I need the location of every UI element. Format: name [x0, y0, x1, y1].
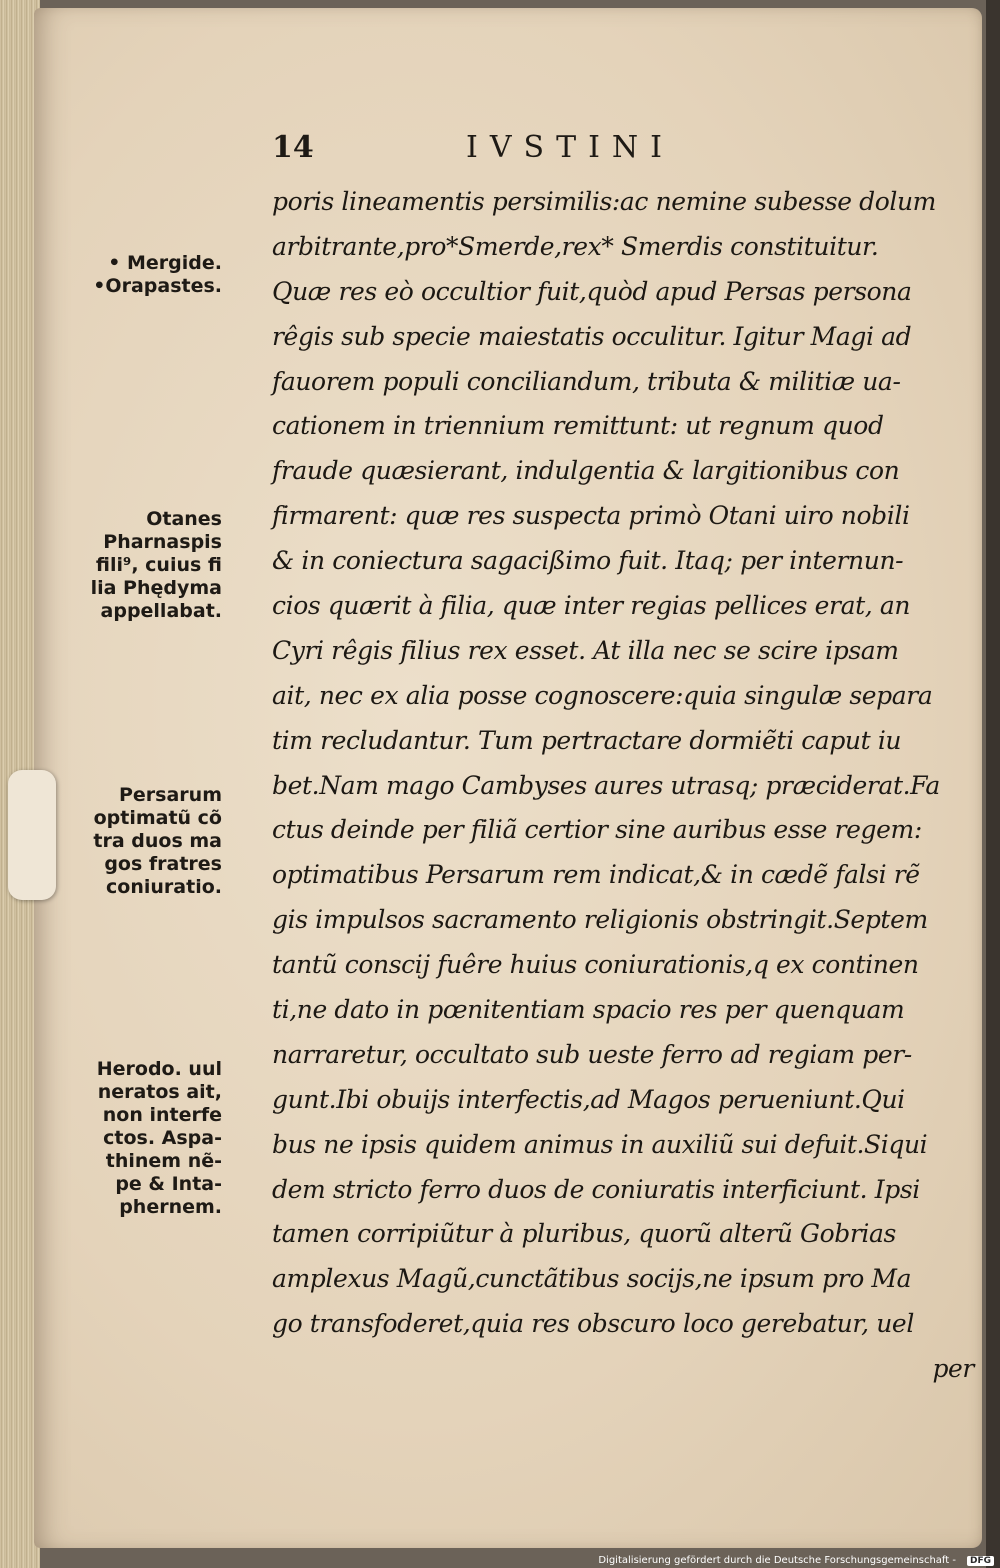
text-line: gis impulsos sacramento religionis obstringit.Septem: [272, 905, 928, 935]
text-line: ctus deinde per filiã certior sine auribus esse regem:: [272, 815, 922, 845]
margin-note-line: non interfe: [102, 1104, 222, 1126]
margin-note-line: phernem.: [119, 1196, 222, 1218]
margin-note-line: lia Phędyma: [90, 577, 222, 599]
text-line: amplexus Magũ,cunctãtibus socijs,ne ipsum pro Ma: [272, 1264, 912, 1294]
digitization-credit: Digitalisierung gefördert durch die Deutsche Forschungsgemeinschaft -: [598, 1555, 956, 1566]
margin-note-line: Pharnaspis: [103, 531, 222, 553]
page-clip-tab: [8, 770, 56, 900]
text-line: dem stricto ferro duos de coniuratis interficiunt. Ipsi: [272, 1174, 920, 1204]
text-line: arbitrante,pro*Smerde,rex* Smerdis constituitur.: [272, 231, 879, 261]
page-number: 14: [272, 130, 314, 165]
text-line: cationem in triennium remittunt: ut regnum quod: [272, 411, 884, 441]
margin-note-mergide: [93, 252, 222, 298]
margin-note-line: coniuratio.: [106, 876, 222, 898]
text-line: poris lineamentis persimilis:ac nemine subesse dolum: [272, 187, 936, 216]
margin-note-otanes: [91, 508, 222, 623]
text-line: fauorem populi conciliandum, tributa & militiæ ua-: [272, 366, 901, 396]
running-head: IVSTINI: [466, 130, 675, 165]
text-line: ti,ne dato in pœnitentiam spacio res per quenquam: [272, 995, 905, 1025]
margin-note-line: neratos ait,: [97, 1081, 222, 1103]
text-line: optimatibus Persarum rem indicat,& in cædẽ falsi rẽ: [272, 860, 920, 890]
margin-note-line: Herodo. uul: [96, 1058, 222, 1080]
margin-note-line: tra duos ma: [93, 830, 222, 852]
text-line: Quæ res eò occultior fuit,quòd apud Persas persona: [272, 276, 912, 306]
margin-note-line: thinem nẽ-: [105, 1150, 222, 1172]
margin-note-line: pe & Inta-: [115, 1173, 222, 1195]
text-line: Cyri rêgis filius rex esset. At illa nec se scire ipsam: [272, 635, 899, 665]
text-line: go transfoderet,quia res obscuro loco gerebatur, uel: [272, 1309, 914, 1339]
text-line: firmarent: quæ res suspecta primò Otani uiro nobili: [272, 501, 910, 531]
text-line: bus ne ipsis quidem animus in auxiliũ sui defuit.Siqui: [272, 1129, 928, 1159]
text-line: ait, nec ex alia posse cognoscere:quia singulæ separa: [272, 680, 933, 710]
margin-note-persarum: [93, 784, 222, 899]
text-line: bet.Nam mago Cambyses aures utrasq; præciderat.Fa: [272, 770, 940, 800]
text-line: tantũ conscij fuêre huius coniurationis,q ex continen: [272, 950, 919, 980]
margin-note-herodotus: [97, 1058, 222, 1219]
margin-note-line: ctos. Aspa-: [103, 1127, 222, 1149]
text-line: & in coniectura sagacißimo fuit. Itaq; per internun-: [272, 546, 904, 576]
margin-note-line: fili⁹, cuius fi: [95, 554, 222, 576]
dfg-logo: DFG: [967, 1556, 994, 1566]
page-header: [34, 130, 982, 170]
text-line: rêgis sub specie maiestatis occulitur. Igitur Magi ad: [272, 321, 912, 351]
book-page: [34, 8, 982, 1548]
margin-note-line: •Orapastes.: [93, 275, 222, 297]
margin-note-line: Otanes: [146, 508, 222, 530]
text-line: tamen corripiũtur à pluribus, quorũ alterũ Gobrias: [272, 1219, 896, 1249]
margin-note-line: optimatũ cõ: [93, 807, 222, 829]
text-line: fraude quæsierant, indulgentia & largitionibus con: [272, 456, 900, 486]
text-line: tim recludantur. Tum pertractare dormiẽti caput iu: [272, 725, 902, 755]
text-line: cios quærit à filia, quæ inter regias pellices erat, an: [272, 591, 911, 621]
margin-note-line: gos fratres: [104, 853, 222, 875]
text-line: gunt.Ibi obuijs interfectis,ad Magos perueniunt.Qui: [272, 1084, 905, 1114]
margin-note-line: • Mergide.: [108, 252, 222, 274]
body-text: [272, 180, 990, 1392]
margin-note-line: appellabat.: [100, 600, 222, 622]
catchword: per: [932, 1354, 974, 1384]
text-line: narraretur, occultato sub ueste ferro ad regiam per-: [272, 1039, 912, 1069]
margin-note-line: Persarum: [118, 784, 222, 806]
